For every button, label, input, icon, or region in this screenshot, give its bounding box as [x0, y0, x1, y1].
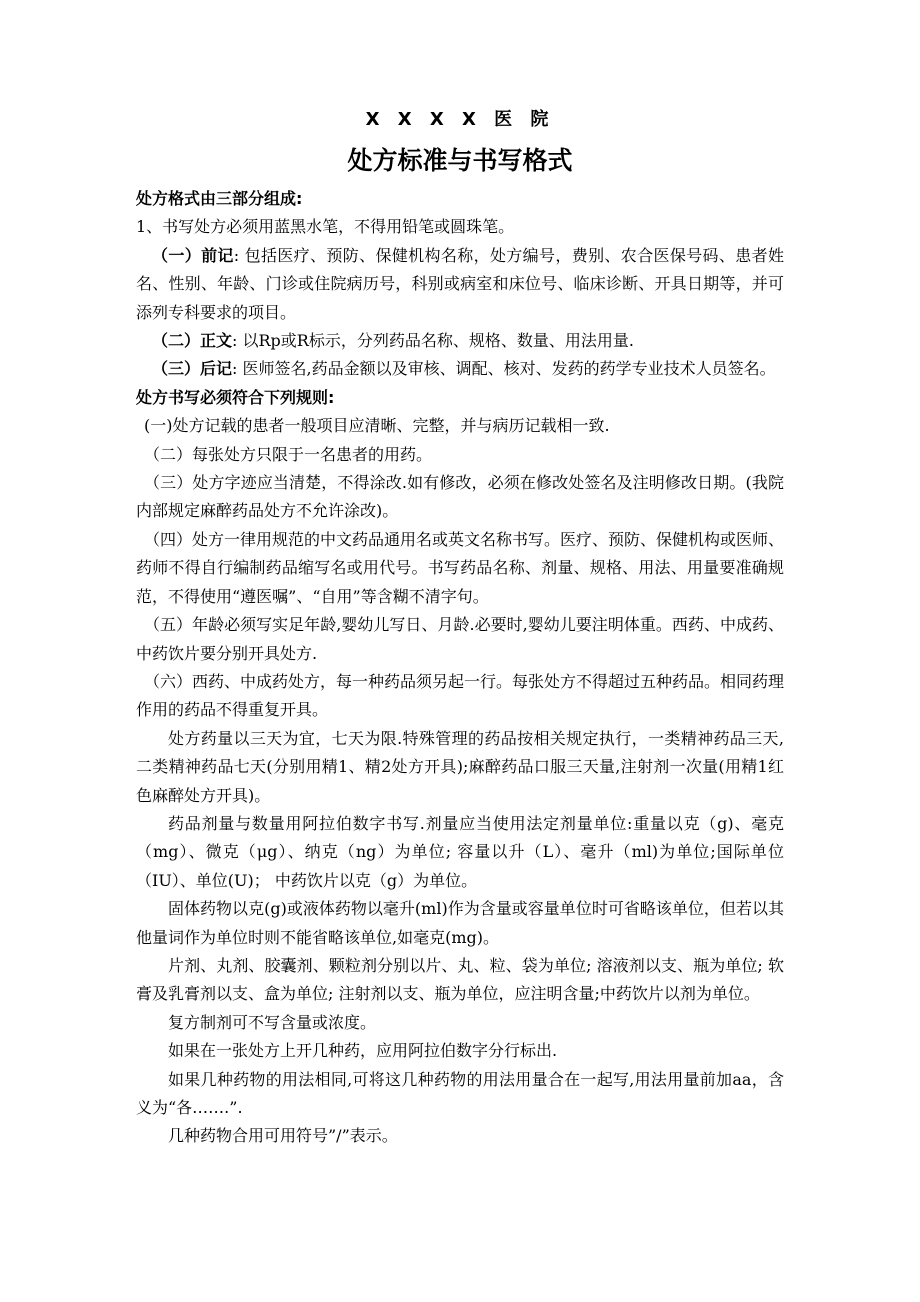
paragraph-dosage-days: 处方药量以三天为宜，七天为限.特殊管理的药品按相关规定执行，一类精神药品三天,二类精神药品七天(分别用精1、精2处方开具);麻醉药品口服三天量,注射剂一次量(用精1红色麻醉处方开具)。	[136, 728, 784, 805]
section-heading-format: 处方格式由三部分组成:	[136, 189, 303, 208]
part-back-text: : 医师签名,药品金额以及审核、调配、核对、发药的药学专业技术人员签名。	[232, 359, 776, 379]
paragraph-combination-symbol: 几种药物合用可用符号”/”表示。	[168, 1126, 398, 1146]
hospital-name: X X X X 医 院	[365, 109, 555, 130]
rule-item: (一)处方记载的患者一般项目应清晰、完整，并与病历记载相一致.	[144, 416, 610, 436]
paragraph-same-usage: 如果几种药物的用法相同,可将这几种药物的用法用量合在一起写,用法用量前加aa，含义为“各…….”.	[136, 1069, 784, 1117]
paragraph-part-body	[136, 327, 784, 355]
part-front-text: : 包括医疗、预防、保健机构名称，处方编号，费别、农合医保号码、患者姓名、性别、年龄、门诊或住院病历号，科别或病室和床位号、临床诊断、开具日期等，并可添列专科要求的项目。	[136, 245, 784, 322]
paragraph-part-back	[136, 355, 784, 383]
rule-item: （四）处方一律用规范的中文药品通用名或英文名称书写。医疗、预防、保健机构或医师、药师不得自行编制药品缩写名或用代号。书写药品名称、剂量、规格、用法、用量要准确规范，不得使用“遵医嘱”、“自用”等含糊不清字句。	[136, 529, 785, 606]
rule-item: （二）每张处方只限于一名患者的用药。	[144, 444, 433, 464]
paragraph-dosage-forms: 片剂、丸剂、胶囊剂、颗粒剂分别以片、丸、粒、袋为单位; 溶液剂以支、瓶为单位; 软膏及乳膏剂以支、盒为单位; 注射剂以支、瓶为单位，应注明含量;中药饮片以剂为单位。	[136, 955, 784, 1004]
paragraph-part-front	[136, 242, 784, 327]
paragraph-multiple-drugs: 如果在一张处方上开几种药，应用阿拉伯数字分行标出.	[168, 1041, 558, 1061]
document-body	[136, 105, 784, 1151]
paragraph-omit-unit: 固体药物以克(g)或液体药物以毫升(ml)作为含量或容量单位时可省略该单位，但若以其他量词作为单位时则不能省略该单位,如毫克(mg)。	[136, 899, 784, 947]
part-body-text: : 以Rp或R标示，分列药品名称、规格、数量、用法用量.	[232, 331, 634, 351]
paragraph-units: 药品剂量与数量用阿拉伯数字书写.剂量应当使用法定剂量单位:重量以克（g)、毫克（mg）、微克（μg）、纳克（ng）为单位; 容量以升（L）、毫升（ml)为单位;国际单位（IU）、单位(U)； 中药饮片以克（g）为单位。	[136, 813, 784, 890]
part-back-label: （三）后记	[152, 359, 233, 379]
document-title: 处方标准与书写格式	[347, 146, 573, 175]
rule-item: （五）年龄必须写实足年龄,婴幼儿写日、月龄.必要时,婴幼儿要注明体重。西药、中成药、中药饮片要分别开具处方.	[136, 615, 784, 663]
part-front-label: （一）前记	[152, 245, 234, 265]
section-heading-rules: 处方书写必须符合下列规则:	[136, 387, 335, 407]
rule-item: （三）处方字迹应当清楚，不得涂改.如有修改，必须在修改处签名及注明修改日期。(我院内部规定麻醉药品处方不允许涂改)。	[136, 473, 784, 521]
rule-item: （六）西药、中成药处方，每一种药品须另起一行。每张处方不得超过五种药品。相同药理作用的药品不得重复开具。	[136, 671, 785, 720]
part-body-label: （二）正文	[152, 331, 233, 351]
paragraph-compound: 复方制剂可不写含量或浓度。	[168, 1012, 377, 1032]
paragraph-pen-rule: 1、书写处方必须用蓝黑水笔，不得用铅笔或圆珠笔。	[136, 217, 515, 237]
